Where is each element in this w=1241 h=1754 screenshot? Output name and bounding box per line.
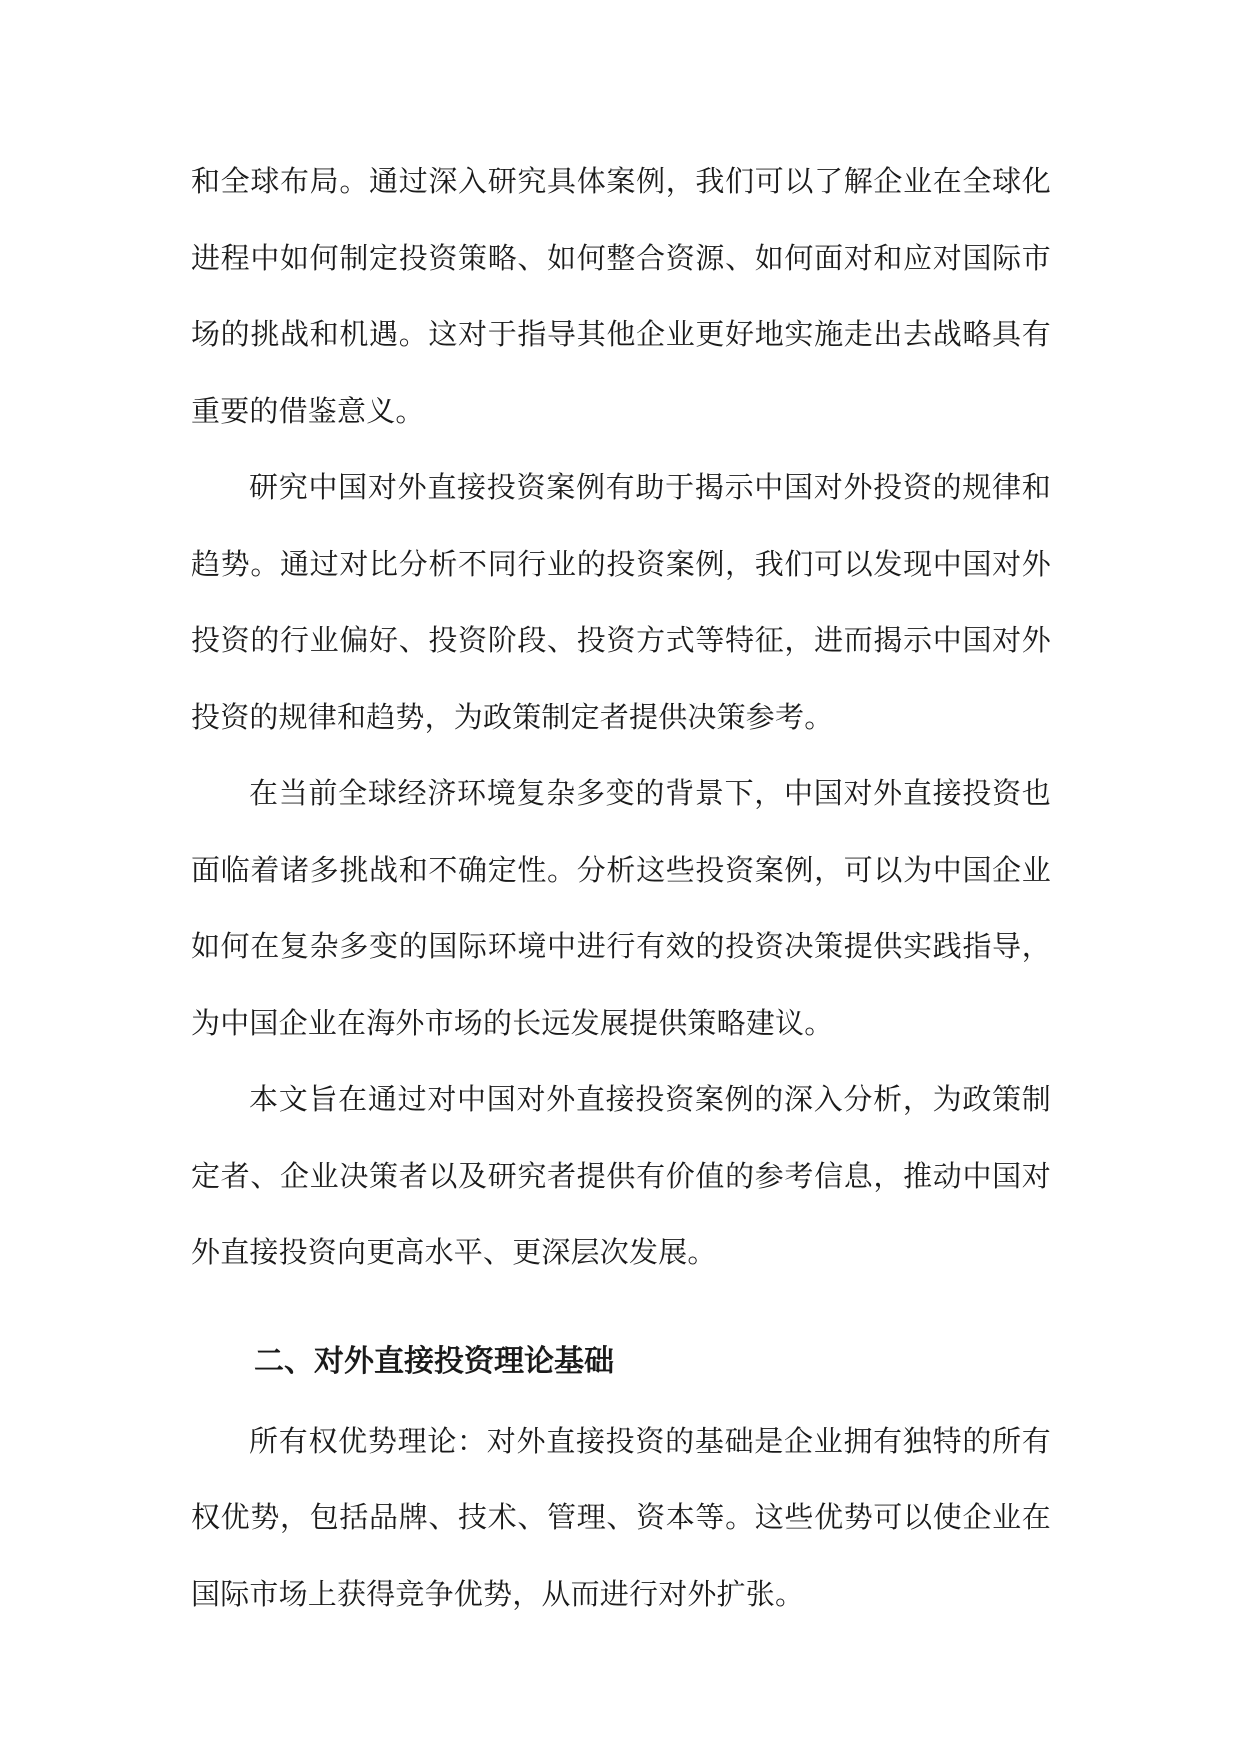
paragraph-continuation: 和全球布局。通过深入研究具体案例，我们可以了解企业在全球化进程中如何制定投资策略、如何整合资源、如何面对和应对国际市场的挑战和机遇。这对于指导其他企业更好地实施走出去战略具有重要的借鉴意义。: [191, 164, 1051, 428]
paragraph-ownership-advantage: 所有权优势理论：对外直接投资的基础是企业拥有独特的所有权优势，包括品牌、技术、管理、资本等。这些优势可以使企业在国际市场上获得竞争优势，从而进行对外扩张。: [191, 1423, 1051, 1611]
paragraph-challenges: 在当前全球经济环境复杂多变的背景下，中国对外直接投资也面临着诸多挑战和不确定性。分析这些投资案例，可以为中国企业如何在复杂多变的国际环境中进行有效的投资决策提供实践指导，为中国企业在海外市场的长远发展提供策略建议。: [191, 776, 1051, 1040]
paragraph-research-significance: 研究中国对外直接投资案例有助于揭示中国对外投资的规律和趋势。通过对比分析不同行业的投资案例，我们可以发现中国对外投资的行业偏好、投资阶段、投资方式等特征，进而揭示中国对外投资的规律和趋势，为政策制定者提供决策参考。: [191, 470, 1051, 734]
document-body: [191, 143, 1051, 1632]
section-heading: 二、对外直接投资理论基础: [254, 1343, 614, 1379]
paragraph-purpose: 本文旨在通过对中国对外直接投资案例的深入分析，为政策制定者、企业决策者以及研究者提供有价值的参考信息，推动中国对外直接投资向更高水平、更深层次发展。: [191, 1082, 1051, 1269]
